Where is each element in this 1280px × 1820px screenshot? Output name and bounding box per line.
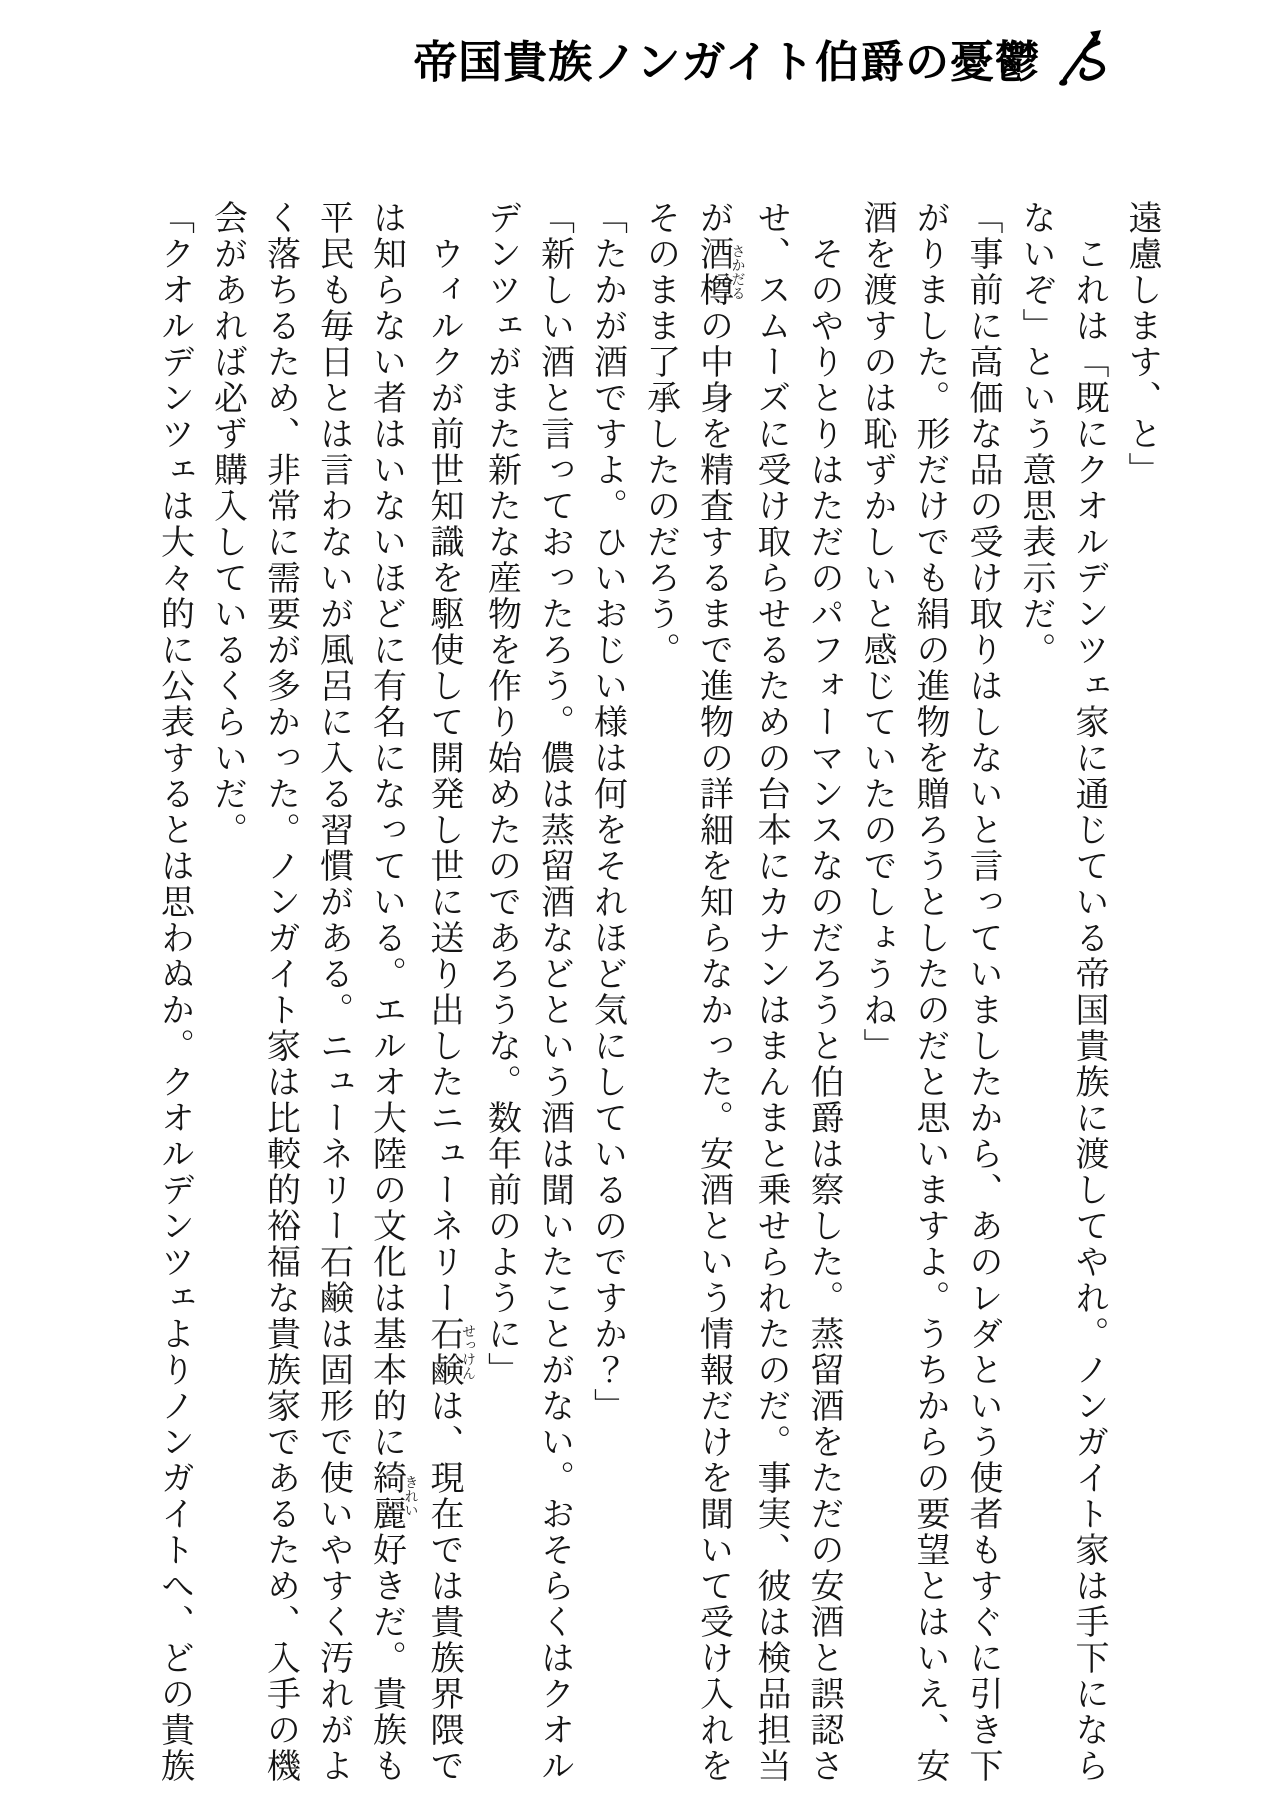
chapter-title: 帝国貴族ノンガイト伯爵の憂鬱	[413, 38, 1040, 87]
text-column: は知らない者はいないほどに有名になっている。エルオ大陸の文化は基本的に綺麗きれい好きだ。貴族も	[367, 200, 418, 1784]
text-column: 平民も毎日とは言わないが風呂に入る習慣がある。ニューネリー石鹸は固形で使いやすく汚れがよ	[314, 200, 352, 1784]
ruby-annotated-word: 酒樽さかだる	[694, 236, 745, 308]
text-column: せ、スムーズに受け取らせるための台本にカナンはまんまと乗せられたのだ。事実、彼は検品担当	[752, 200, 789, 1784]
ruby-annotated-word: 石鹸せっけん	[425, 1316, 475, 1388]
text-column: デンツェがまた新たな産物を作り始めたのであろうな。数年前のように」	[482, 200, 520, 1388]
text-column: ないぞ」という意思表示だ。	[1017, 200, 1054, 668]
text-column: 「たかが酒ですよ。ひいおじい様は何をそれほど気にしているのですか？」	[588, 200, 626, 1424]
text-column: そのやりとりはただのパフォーマンスなのだろうと伯爵は察した。蒸留酒をただの安酒と誤認さ	[805, 236, 842, 1784]
body-columns	[148, 200, 1169, 1794]
chapter-header	[0, 26, 1110, 90]
crossed-spear-fleuron-icon	[1056, 29, 1110, 87]
text-column: 遠慮します、と」	[1123, 200, 1160, 488]
text-column: 「事前に高価な品の受け取りはしないと言っていましたから、あのレダという使者もすぐに引き下	[964, 200, 1001, 1784]
text-column: が酒樽さかだるの中身を精査するまで進物の詳細を知らなかった。安酒という情報だけを聞いて受け入れを	[694, 200, 745, 1784]
text-column: これは「既にクオルデンツェ家に通じている帝国貴族に渡してやれ。ノンガイト家は手下になら	[1070, 236, 1107, 1784]
text-column: 「新しい酒と言っておったろう。儂は蒸留酒などという酒は聞いたことがない。おそらくはクオル	[535, 200, 573, 1784]
text-column: 酒を渡すのは恥ずかしいと感じていたのでしょうね」	[858, 200, 895, 1064]
text-column: 会があれば必ず購入しているくらいだ。	[208, 200, 246, 848]
text-column: く落ちるため、非常に需要が多かった。ノンガイト家は比較的裕福な貴族家であるため、入手の機	[261, 200, 299, 1784]
text-column: がりました。形だけでも絹の進物を贈ろうとしたのだと思いますよ。うちからの要望とはいえ、安	[911, 200, 948, 1784]
ruby-annotated-word: 綺麗きれい	[367, 1460, 418, 1532]
text-column: ウィルクが前世知識を駆使して開発し世に送り出したニューネリー石鹸せっけんは、現在では貴族界隈で	[425, 236, 475, 1784]
text-column: 「クオルデンツェは大々的に公表するとは思わぬか。クオルデンツェよりノンガイトへ、どの貴族	[155, 200, 193, 1784]
text-column: そのまま了承したのだろう。	[641, 200, 679, 668]
